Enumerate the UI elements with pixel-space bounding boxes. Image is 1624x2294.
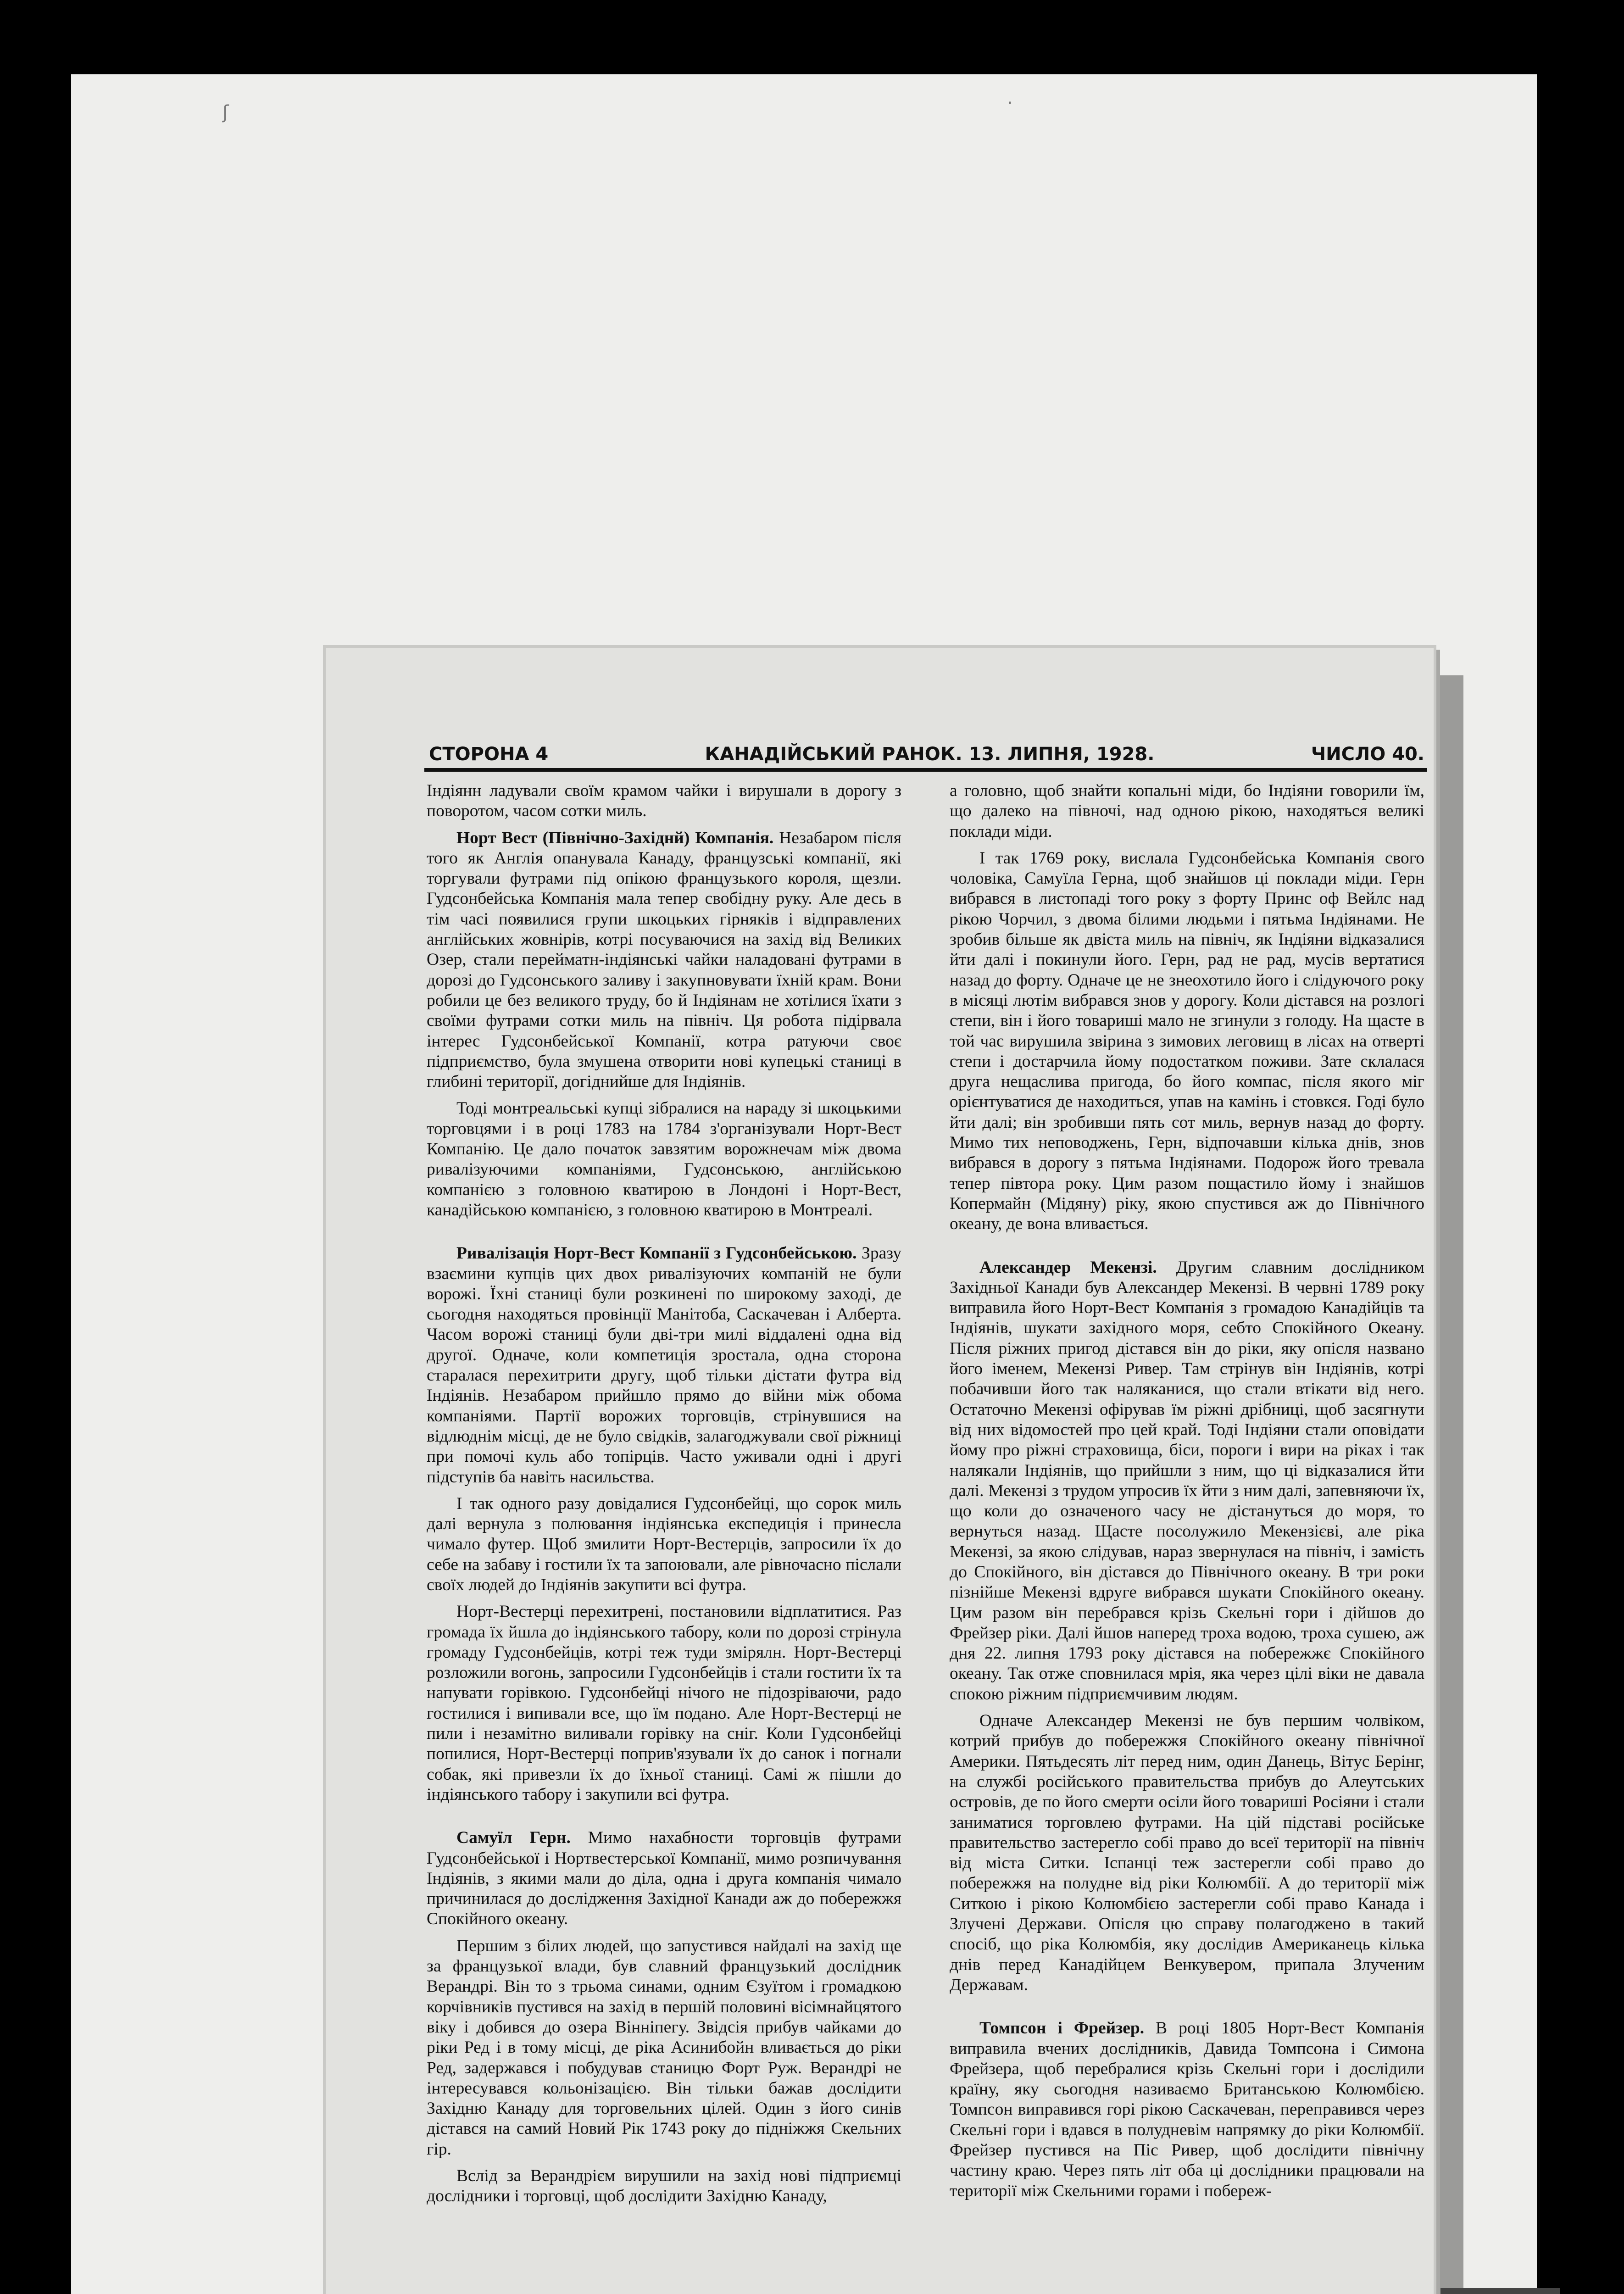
microfilm-frame (71, 74, 1537, 2294)
newspaper-page (326, 648, 1434, 2294)
dust-mark: · (1007, 93, 1013, 114)
masthead-title: КАНАДІЙСЬКИЙ РАНОК. 13. ЛИПНЯ, 1928. (705, 744, 1155, 765)
section-heading: Норт Вест (Північно-Західнй) Компанія. (456, 828, 774, 847)
paragraph (427, 1494, 901, 1595)
paragraph (950, 848, 1424, 1235)
paragraph-text: І так 1769 року, вислала Гудсонбейська Компанія свого чоловіка, Самуїла Герна, щоб знайшов ці поклади міди. Герн вибрався в листопаді того року з форту Принс оф Вейлс над рікою Чорчил, з двома білими людьми і пятьма Індіянами. Не зробив більше як двіста миль на північ, як Індіяни відказалися йти далі і покинули його. Герн, рад не рад, мусів вертатися назад до форту. Одначе це не знеохотило його і слідуючого року в місяці лютім вибрався знов у дорогу. Коли дістався на розлогі степи, він і його товариші мало не згинули з голоду. На щасте в той час вирушила звірина з зимових леговищ в лісах на отверті степи і достарчила йому подостатком поживи. Зате склалася друга нещаслива пригода, бо його компас, після якого міг орієнтуватися де находиться, упав на камінь і стовкся. Годі було йти далі; він зробивши пять сот миль, вернув назад до форту. Мимо тих неповоджень, Герн, відпочавши кілька днів, знов вибрався в дорогу з пятьма Індіянами. Подорож його тревала тепер півтора року. Цим разом пощастило йому і знайшов Копермайн (Мідяну) ріку, якою спустився аж до Північного океану, де вона вливається. (950, 848, 1424, 1234)
paragraph (427, 1936, 901, 2160)
paragraph-text: Індіянн ладували своїм крамом чайки і вирушали в дорогу з поворотом, часом сотки миль. (427, 781, 901, 821)
page-header (429, 737, 1424, 765)
paragraph (950, 2018, 1424, 2201)
section-heading: Томпсон і Фрейзер. (979, 2019, 1145, 2038)
paragraph (427, 1602, 901, 1805)
page-number: СТОРОНА 4 (429, 744, 549, 765)
paragraph (427, 2166, 901, 2207)
paragraph-text: Вслід за Верандрієм вирушили на захід нові підприємці дослідники і торговці, щоб дослідити Західню Канаду, (427, 2166, 901, 2206)
paragraph-text: Одначе Александер Мекензі не був першим чолвіком, котрий прибув до побережжя Спокійного океану північної Америки. Пятьдесять літ перед ним, один Данець, Вітус Берінг, на службі російського правительства прибув до Алеутських островів, де по його смерти осіли його товариші Росіяни і стали заниматися торговлею футрами. На цій підставі російське правительство застерегло собі право до всеї території на північ від міста Ситки. Іспанці теж застерегли собі право до побережжя на полудне від ріки Колюмбії. А до території між Ситкою і рікою Колюмбією застерегли собі право Канада і Злучені Держави. Опісля цю справу полагоджено в такий спосіб, що ріка Колюмбія, яку дослідив Американець кілька днів перед Канадійцем Венкувером, припала Злученим Державам. (950, 1711, 1424, 1994)
issue-number: ЧИСЛО 40. (1311, 744, 1424, 765)
paragraph (427, 1243, 901, 1487)
paragraph (427, 781, 901, 822)
paragraph-text: В році 1805 Норт-Вест Компанія виправила вчених дослідників, Давида Томпсона і Симона Фрейзера, щоб перебралися крізь Скельні гори і дослідили країну, яку сьогодня називаємо Британською Колюмбією. Томпсон виправився горі рікою Саскачеван, переправився через Скельні гори і вдався в полудневім напрямку до ріки Колюмбії. Фрейзер пустився на Піс Ривер, щоб дослідити північну частину краю. Через пять літ оба ці дослідники працювали на території між Скельними горами і побереж- (950, 2019, 1424, 2200)
left-column (427, 781, 901, 2231)
paragraph-text: І так одного разу довідалися Гудсонбейці, що сорок миль далі вернула з полювання індіянська експедиція і принесла чимало футер. Щоб змилити Норт-Вестерців, запросили їх до себе на забаву і гостили їх та запоювали, але рівночасно післали своїх людей до Індіянів закупити всі футра. (427, 1494, 901, 1594)
paragraph-text: Другим славним дослідником Західньої Канади був Александер Мекензі. В червні 1789 року виправила його Норт-Вест Компанія з громадою Канадійців та Індіянів, шукати західного моря, себто Спокійного Океану. Після ріжних пригод дістався він до ріки, яку опісля названо його іменем, Мекензі Ривер. Там стрінув він Індіянів, котрі побачивши його так наляканися, що стали втікати від него. Остаточно Мекензі офірував їм ріжні дрібниці, щоб засягнути від них відомостей про цей край. Тоді Індіяни стали оповідати йому про ріжні страховища, біси, пороги і вири на ріках і так налякали Індіянів, що прийшли з ним, що ці відказалися йти далі. Мекензі з трудом упросив їх йти з ним далі, запевняючи їх, що коли до означеного часу не дістануться до моря, то вернуться назад. Щасте посолужило Мекензієві, але ріка Мекензі, за якою слідував, нараз звернулася на північ, і замість до Спокійного, він дістався до Північного океану. В три роки пізнійше Мекензі вдруге вибрався шукати Спокійного океану. Цим разом він перебрався крізь Скельні гори і дійшов до Фрейзер ріки. Далі йшов наперед троха водою, троха сушею, аж дня 22. липня 1793 року дістався на побережжє Спокійного океану. Так отже сповнилася мрія, яка через цілі віки не давала спокою ріжним підприємчивим людям. (950, 1258, 1424, 1704)
paragraph (950, 1711, 1424, 1995)
paragraph-text: Мимо нахабности торговців футрами Гудсонбейської і Нортвестерської Компанії, мимо розпичування Індіянів, з якими мали до діла, одна і друга компанія чимало причинилася до дослідження Західної Канади аж до побережжя Спокійного океану. (427, 1828, 901, 1929)
right-column (950, 781, 1424, 2231)
paragraph (427, 828, 901, 1092)
paragraph-text: а головно, щоб знайти копальні міди, бо Індіяни говорили їм, що далеко на півночі, над одною рікою, находяться великі поклади міди. (950, 781, 1424, 841)
column-end-rule (1440, 2288, 1560, 2294)
paragraph-text: Тоді монтреальські купці зібралися на нараду зі шкоцькими торговцями і в році 1783 на 1784 з'організували Норт-Вест Компанію. Це дало початок завзятим ворожнечам між двома ривалізуючими компаніями, Гудсонською, англійською компанією з головною кватирою в Лондоні і Норт-Вест, канадійською компанією, з головною кватирою в Монтреалі. (427, 1099, 901, 1219)
paragraph-text: Зразу взаємини купців цих двох ривалізуючих компаній не були ворожі. Їхні станиці були розкинені по широкому заході, де сьогодня находяться провінції Манітоба, Саскачеван і Алберта. Часом ворожі станиці були дві-три милі віддалені одна від другої. Одначе, коли компетиція зросталa, одна сторона старалася перехитрити другу, щоб тільки дістати футра від Індіянів. Незабаром прийшло прямо до війни між обома компаніями. Партії ворожих торговців, стрінувшися на відлюднім місці, де не було свідків, залагоджували свої ріжниці при помочі куль або топірців. Часто уживали одні і другі підступів ба навіть насильства. (427, 1244, 901, 1487)
paragraph-text: Незабаром після того як Англія опанувала Канаду, французські компанії, які торгували футрами під опікою французького короля, щезли. Гудсонбейська Компанія мала тепер свобідну руку. Але десь в тім часі появилися групи шкоцьких гірняків і відправлених англійських жовнірів, котрі посуваючися на захід від Великих Озер, стали перейматн-індіянські чайки наладовані футрами в дорозі до Гудсонського заливу і закупновувати їхній крам. Вони робили це без великого труду, бо й Індіянам не хотілися їхати з своїми футрами сотки миль на північ. Ця робота підірвала інтерес Гудсонбейської Компанії, котра ратуючи своє підприємство, була змушена отворити нові купецькі станиці в глибині території, догіднийше для Індіянів. (427, 828, 901, 1091)
paragraph-text: Норт-Вестерці перехитрені, постановили відплатитися. Раз громада їх йшла до індіянського табору, коли по дорозі стрінула громаду Гудсонбейців, котрі теж туди змірялн. Норт-Вестерці розложили вогонь, запросили Гудсонбейців і стали гостити їх та напувати горівкою. Гудсонбейці нічого не підозріваючи, радо гостилися і випивали все, що їм подано. Але Норт-Вестерці не пили і незамітно виливали горівку на сніг. Коли Гудсонбейці попилися, Норт-Вестерці поприв'язували їх до санок і погнали собак, які привезли їх до їхньої станиці. Самі ж пішли до індіянського табору і закупили всі футра. (427, 1602, 901, 1804)
paragraph (950, 1258, 1424, 1705)
section-heading: Самуїл Герн. (456, 1828, 571, 1848)
section-heading: Ривалізація Норт-Вест Компанії з Гудсонбейською. (456, 1244, 857, 1263)
dust-mark: ʃ (222, 102, 229, 123)
paragraph-text: Першим з білих людей, що запустився найдалі на захід ще за французької влади, був славний французький дослідник Верандрі. Він то з трьома синами, одним Єзуїтом і громадкою корчівників пустився на захід в першій половині вісімнайцятого віку і добився до озера Вінніпегу. Звідсія прибув чайками до ріки Ред і в тому місці, де ріка Асинибойн вливається до ріки Ред, задержався і побудував станицю Форт Руж. Верандрі не інтересувався кольонізацією. Він тільки бажав дослідити Західню Канаду для торговельних цілей. Один з його синів дістався на самий Новий Рік 1743 року до підніжжя Скельних гір. (427, 1936, 901, 2159)
paragraph (427, 1828, 901, 1929)
paragraph (427, 1098, 901, 1220)
paragraph (950, 781, 1424, 842)
header-rule (424, 768, 1427, 772)
section-heading: Александер Мекензі. (979, 1258, 1157, 1277)
